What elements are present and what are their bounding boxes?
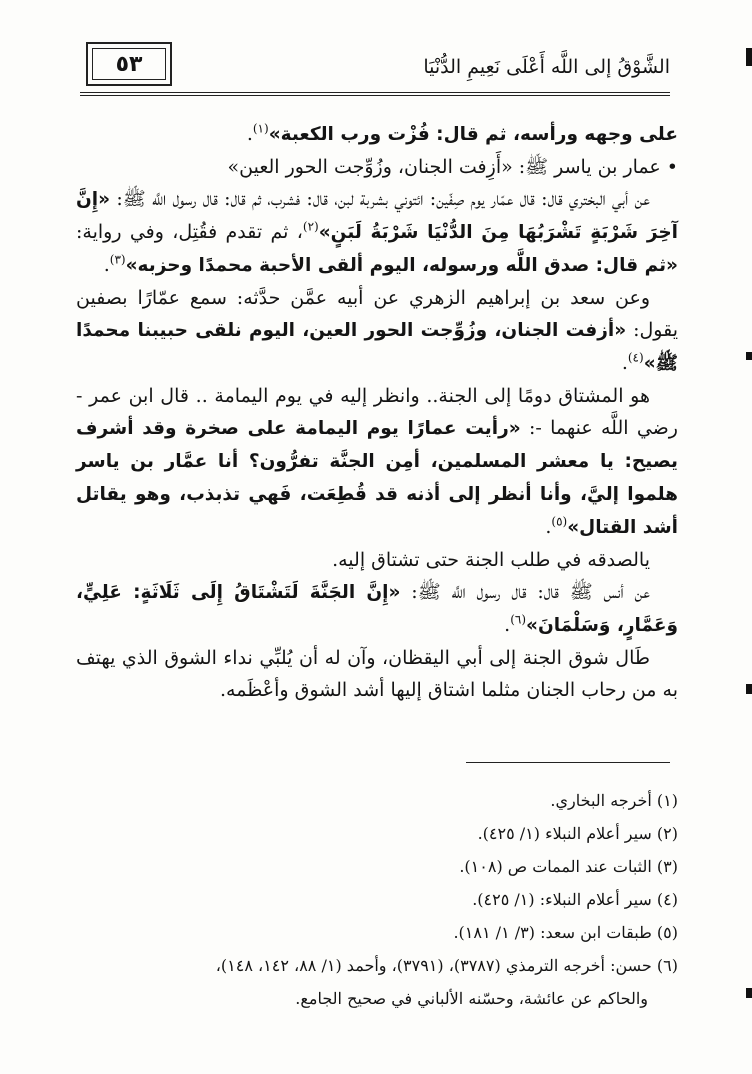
footnote: (٢) سير أعلام النبلاء (١/ ٤٢٥). xyxy=(477,824,678,843)
paragraph: طَال شوق الجنة إلى أبي اليقظان، وآن له أن يُلبِّي نداء الشوق الذي يهتف به من رحاب الجنان مثلما اشتاق إليها أشد الشوق وأعْظَمه. xyxy=(76,647,678,701)
paragraph: وعن سعد بن إبراهيم الزهري عن أبيه عمَّن حدَّثه: سمع عمّارًا بصفين يقول: «أزفت الجنان، وزُوِّجت الحور العين، اليوم نلقى حبيبنا محمدًا ﷺ»$^{(٤)}$. xyxy=(76,287,678,374)
footnote: (٥) طبقات ابن سعد: (٣/ ١/ ١٨١). xyxy=(453,923,678,942)
footnote: (١) أخرجه البخاري. xyxy=(550,791,678,810)
footnote: (٣) الثبات عند الممات ص (١٠٨). xyxy=(459,857,678,876)
section-heading: • عمار بن ياسر ﷺ: «أَزِفت الجنان، وزُوِّجت الحور العين» xyxy=(227,156,678,178)
footnote: (٤) سير أعلام النبلاء: (١/ ٤٢٥). xyxy=(472,890,678,909)
running-title: الشَّوْقُ إلى اللَّه أَعْلَى نَعِيمِ الدُّنْيَا xyxy=(423,56,670,78)
page-number: ٥٣ xyxy=(115,51,143,77)
paragraph: عن أنس ﷺ قال: قال رسول اللَّه ﷺ: «إِنَّ الجَنَّةَ لَتَشْتَاقُ إِلَى ثَلَاثَةٍ: عَلِيٍّ، وَعَمَّارٍ، وَسَلْمَانَ»$^{(٦)}$. xyxy=(76,581,678,636)
footnotes xyxy=(76,784,678,1015)
scan-mark xyxy=(746,988,752,998)
main-text xyxy=(76,118,678,706)
footnote-continuation: والحاكم عن عائشة، وحسّنه الألباني في صحيح الجامع. xyxy=(295,989,648,1008)
header-rule xyxy=(80,92,670,96)
page-number-box xyxy=(86,42,172,86)
scan-mark xyxy=(746,684,752,694)
scan-mark xyxy=(746,48,752,66)
paragraph: عن أبي البختري قال: قال عمّار يوم صِفّين: ائتوني بشربة لبن، قال: فشرب، ثم قال: قال رسول اللَّه ﷺ: «إِنَّ آخِرَ شَرْبَةٍ تَشْرَبُهَا مِنَ الدُّنْيَا شَرْبَةُ لَبَنٍ»$^{(٢)}$، ثم تقدم فقُتِل، وفي رواية: «ثم قال: صدق اللَّه ورسوله، اليوم ألقى الأحبة محمدًا وحزبه»$^{(٣)}$. xyxy=(76,188,678,276)
footnote-rule xyxy=(466,762,670,763)
paragraph: هو المشتاق دومًا إلى الجنة.. وانظر إليه في يوم اليمامة .. قال ابن عمر - رضي اللَّه عنهما -: «رأيت عمارًا يوم اليمامة على صخرة وقد أشرف يصيح: يا معشر المسلمين، أمِن الجنَّة تفرُّون؟ أنا عمَّار بن ياسر هلموا إليَّ، وأنا أنظر إلى أذنه قد قُطِعَت، فَهي تذبذب، وهو يقاتل أشد القتال»$^{(٥)}$. xyxy=(76,385,678,538)
footnote: (٦) حسن: أخرجه الترمذي (٣٧٨٧)، (٣٧٩١)، وأحمد (١/ ٨٨، ١٤٢، ١٤٨)، xyxy=(215,956,678,975)
paragraph: على وجهه ورأسه، ثم قال: فُزْت ورب الكعبة»$^{(١)}$. xyxy=(246,121,678,145)
paragraph: يالصدقه في طلب الجنة حتى تشتاق إليه. xyxy=(332,549,650,571)
scan-mark xyxy=(746,352,752,360)
